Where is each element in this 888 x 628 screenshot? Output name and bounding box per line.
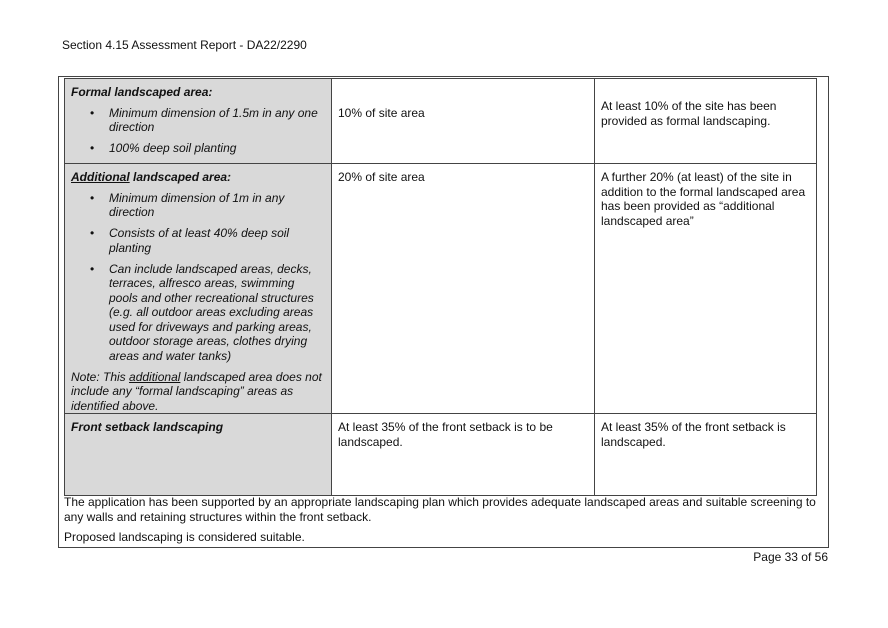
assessment-cell: [595, 79, 817, 164]
requirement-text: At least 35% of the front setback is to be landscaped.: [338, 420, 553, 449]
list-item: • Minimum dimension of 1m in any direction: [109, 191, 325, 220]
note-text: Note: This additional landscaped area does not include any “formal landscaping” areas as identified above.: [71, 369, 322, 413]
bullet-list: [71, 191, 325, 364]
page-number: Page 33 of 56: [753, 550, 828, 564]
bullet-list: [71, 106, 325, 156]
requirement-cell: [332, 164, 595, 414]
requirement-cell: [332, 414, 595, 496]
control-cell: [65, 79, 332, 164]
assessment-text: At least 10% of the site has been provided as formal landscaping.: [601, 99, 777, 128]
requirement-text: 20% of site area: [338, 170, 425, 184]
assessment-cell: [595, 164, 817, 414]
list-item: • Can include landscaped areas, decks, terraces, alfresco areas, swimming pools and other recreational structures (e.g. all outdoor areas excluding areas used for driveways and parking areas, outdoor storage areas, clothes drying areas and water tanks): [109, 262, 325, 364]
summary-section: [64, 495, 820, 551]
assessment-text: A further 20% (at least) of the site in addition to the formal landscaped area has been provided as “additional landscaped area”: [601, 170, 806, 228]
landscaping-table: [64, 78, 817, 496]
list-item: • 100% deep soil planting: [109, 141, 325, 156]
requirement-cell: [332, 79, 595, 164]
assessment-cell: [595, 414, 817, 496]
table-row: [65, 79, 817, 164]
document-header: Section 4.15 Assessment Report - DA22/2290: [62, 38, 307, 52]
control-cell: [65, 164, 332, 414]
row-heading: Additional landscaped area:: [71, 170, 232, 184]
summary-paragraph: Proposed landscaping is considered suitable.: [64, 530, 305, 544]
list-item: • Consists of at least 40% deep soil planting: [109, 226, 325, 255]
table-row: [65, 164, 817, 414]
control-cell: [65, 414, 332, 496]
table-row: [65, 414, 817, 496]
row-heading: Front setback landscaping: [71, 420, 224, 434]
requirement-text: 10% of site area: [338, 106, 425, 120]
summary-paragraph: The application has been supported by an appropriate landscaping plan which provides adequate landscaped areas and suitable screening to any walls and retaining structures within the front setback.: [64, 495, 816, 524]
list-item: • Minimum dimension of 1.5m in any one direction: [109, 106, 325, 135]
row-heading: Formal landscaped area:: [71, 85, 213, 99]
assessment-text: At least 35% of the front setback is landscaped.: [601, 420, 786, 449]
